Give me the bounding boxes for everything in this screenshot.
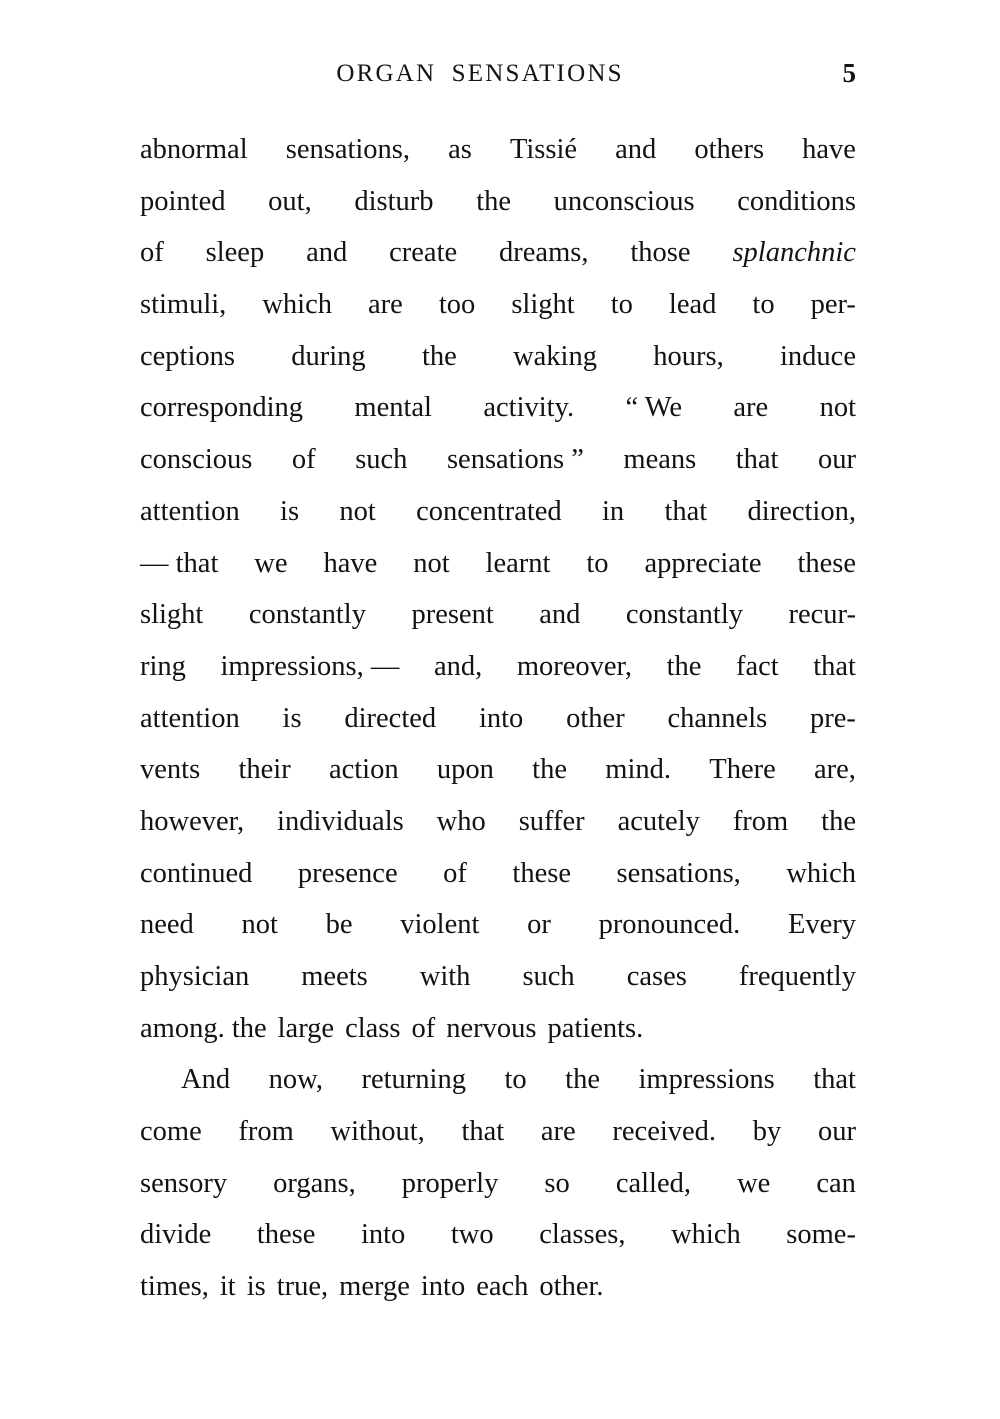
text-line (140, 1106, 856, 1158)
word: frequently (738, 961, 856, 992)
text-line (140, 693, 856, 745)
word: conditions (737, 185, 856, 217)
word: cases (626, 961, 687, 992)
word: that (461, 1116, 505, 1148)
text-line (140, 331, 856, 383)
word: true, (276, 1271, 329, 1303)
word: sleep (205, 237, 265, 269)
text-line (140, 176, 856, 228)
word: and (306, 237, 348, 269)
word: such (355, 444, 408, 476)
word: to (504, 1064, 527, 1096)
word: merge (339, 1271, 410, 1303)
word: are, (814, 754, 856, 786)
word: others (694, 134, 765, 165)
word: the (821, 805, 856, 837)
word: into (420, 1271, 466, 1303)
word: sensations, (285, 134, 411, 165)
word: that (813, 650, 856, 682)
word: unconscious (553, 185, 695, 217)
word: the (476, 185, 512, 217)
text-line (140, 589, 856, 641)
word: or (527, 909, 551, 941)
word: sensations ” (446, 444, 584, 476)
word: constantly (248, 599, 366, 631)
word: attention (140, 702, 240, 734)
word: our (818, 444, 856, 476)
word: present (411, 599, 494, 631)
word: conscious (140, 444, 253, 476)
word: their (238, 754, 291, 786)
word: received. (612, 1116, 717, 1148)
word: directed (344, 702, 437, 734)
word: which (262, 289, 332, 321)
word: into (360, 1219, 406, 1251)
word: who (436, 805, 486, 837)
word: suffer (518, 805, 585, 837)
word: per- (810, 289, 856, 321)
text-line (140, 1209, 856, 1261)
word: are (733, 392, 769, 424)
word: are (368, 289, 403, 321)
word: can (816, 1167, 856, 1199)
word: and (615, 134, 657, 165)
word: we (737, 1167, 771, 1199)
text-line (140, 382, 856, 434)
word: out, (268, 185, 312, 217)
word: among. the (140, 1012, 267, 1044)
word: impressions (638, 1064, 775, 1096)
word: mind. (605, 754, 671, 786)
word: direction, (747, 495, 856, 527)
word: action (328, 754, 399, 786)
word: induce (780, 340, 856, 372)
word: organs, (273, 1167, 356, 1199)
word: into (478, 702, 524, 734)
text-line (140, 486, 856, 538)
word: of (291, 444, 316, 476)
word: is (280, 495, 300, 527)
word: nervous (446, 1012, 537, 1044)
word: “ We (625, 392, 683, 424)
word: the (532, 754, 567, 786)
word: pronounced. (598, 909, 741, 941)
text-line (140, 124, 856, 176)
word: dreams, (499, 237, 589, 269)
word: appreciate (644, 547, 762, 579)
word: is (282, 702, 302, 734)
word: physician (140, 961, 250, 992)
text-line (140, 1054, 856, 1106)
word: hours, (653, 340, 724, 372)
running-head (140, 60, 860, 100)
word: channels (667, 702, 768, 734)
word: of (443, 857, 467, 889)
word: these (512, 857, 571, 889)
word: attention (140, 495, 240, 527)
word: those (630, 237, 691, 269)
word: learnt (485, 547, 551, 579)
word: There (709, 754, 776, 786)
word: from (238, 1116, 294, 1148)
word: and (539, 599, 581, 631)
word: from (732, 805, 789, 837)
word: the (565, 1064, 600, 1096)
word: waking (513, 340, 597, 372)
word: by (752, 1116, 782, 1148)
word: and, (433, 650, 483, 682)
word: need (140, 909, 194, 941)
word: Every (787, 909, 856, 941)
word: sensations, (616, 857, 741, 889)
text-line (140, 796, 856, 848)
word: classes, (539, 1219, 626, 1251)
text-line (140, 1003, 856, 1055)
word: to (586, 547, 609, 579)
word: ceptions (140, 340, 235, 372)
word: vents (140, 754, 201, 786)
word: our (817, 1116, 856, 1148)
word: not (241, 909, 278, 941)
word: sensory (140, 1167, 228, 1199)
word: patients. (547, 1012, 644, 1044)
word: splanchnic (732, 237, 856, 269)
word: that (813, 1064, 856, 1096)
word: called, (615, 1167, 691, 1199)
word: properly (401, 1167, 499, 1199)
word: not (413, 547, 450, 579)
word: mental (354, 392, 432, 424)
word: are (540, 1116, 576, 1148)
word: fact (735, 650, 779, 682)
text-line (140, 744, 856, 796)
word: activity. (483, 392, 575, 424)
word: these (256, 1219, 316, 1251)
word: not (819, 392, 856, 424)
word: class (345, 1012, 401, 1044)
word: too (438, 289, 476, 321)
text-line (140, 1261, 856, 1313)
word: slight (140, 599, 204, 631)
word: stimuli, (140, 289, 227, 321)
word: And (181, 1064, 231, 1096)
word: that (664, 495, 708, 527)
word: some- (786, 1219, 856, 1251)
word: during (291, 340, 366, 372)
word: pointed (140, 185, 226, 217)
word: concentrated (416, 495, 562, 527)
text-line (140, 538, 856, 590)
word: times, (140, 1271, 209, 1303)
word: corresponding (140, 392, 304, 424)
word: have (323, 547, 378, 579)
word: disturb (354, 185, 434, 217)
word: have (802, 134, 856, 165)
text-line (140, 848, 856, 900)
word: these (797, 547, 856, 579)
word: the (666, 650, 702, 682)
word: abnormal (140, 134, 248, 165)
word: meets (301, 961, 368, 992)
word: such (522, 961, 575, 992)
word: in (602, 495, 625, 527)
word: Tissié (509, 134, 578, 165)
word: recur- (788, 599, 856, 631)
word: two (450, 1219, 494, 1251)
word: pre- (810, 702, 856, 734)
body-text-block (140, 124, 856, 1313)
word: of (140, 237, 164, 269)
word: without, (330, 1116, 425, 1148)
word: as (448, 134, 472, 165)
word: — that (140, 547, 219, 579)
word: each (476, 1271, 529, 1303)
word: is (246, 1271, 266, 1303)
word: individuals (277, 805, 404, 837)
text-line (140, 899, 856, 951)
word: to (752, 289, 775, 321)
word: slight (511, 289, 575, 321)
text-line (140, 279, 856, 331)
word: constantly (625, 599, 744, 631)
word: other (566, 702, 625, 734)
word: not (339, 495, 376, 527)
word: which (786, 857, 856, 889)
word: with (419, 961, 471, 992)
word: continued (140, 857, 253, 889)
word: means (623, 444, 697, 476)
word: we (254, 547, 288, 579)
text-line (140, 641, 856, 693)
word: impressions, — (220, 650, 400, 682)
word: acutely (617, 805, 700, 837)
word: violent (400, 909, 480, 941)
word: to (610, 289, 633, 321)
text-line (140, 434, 856, 486)
text-line (140, 227, 856, 279)
word: which (671, 1219, 741, 1251)
word: lead (668, 289, 717, 321)
word: so (544, 1167, 570, 1199)
text-line (140, 1158, 856, 1210)
word: moreover, (516, 650, 632, 682)
page-number: 5 (842, 58, 856, 88)
word: other. (539, 1271, 604, 1303)
text-line (140, 951, 856, 1003)
word: come (140, 1116, 202, 1148)
word: presence (297, 857, 398, 889)
word: that (735, 444, 779, 476)
word: large (277, 1012, 335, 1044)
word: returning (361, 1064, 466, 1096)
word: divide (140, 1219, 212, 1251)
word: upon (436, 754, 494, 786)
word: of (411, 1012, 436, 1044)
word: it (219, 1271, 236, 1303)
word: the (421, 340, 457, 372)
word: create (389, 237, 458, 269)
word: be (325, 909, 353, 941)
word: now, (268, 1064, 323, 1096)
word: however, (140, 805, 245, 837)
word: ring (140, 650, 186, 682)
running-head-title: ORGAN SENSATIONS (336, 60, 624, 87)
